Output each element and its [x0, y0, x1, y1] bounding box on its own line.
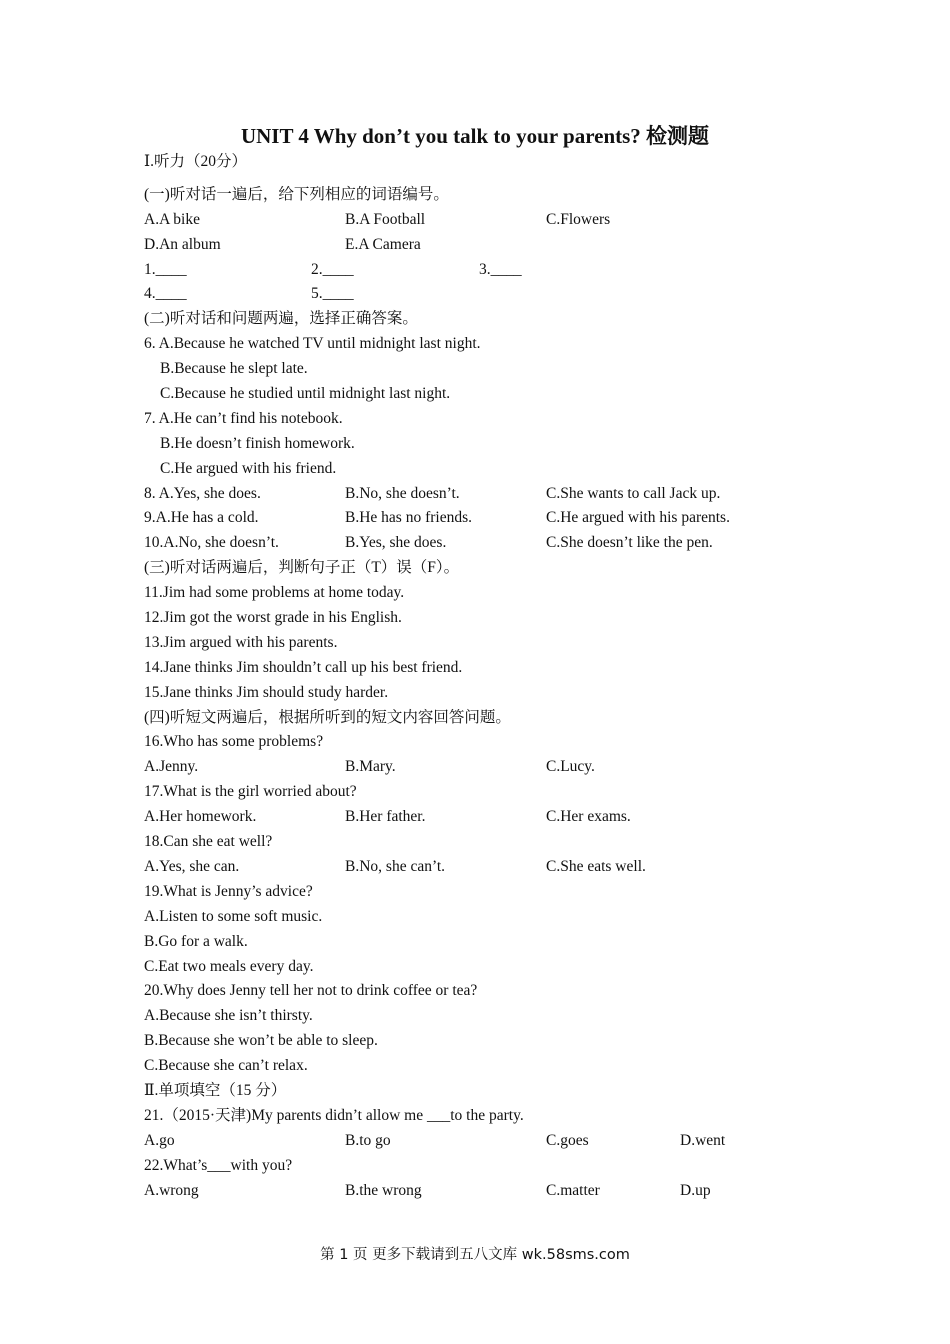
option-row [144, 855, 824, 880]
option-row [144, 1129, 824, 1154]
option: 10.A.No, she doesn’t. [144, 534, 279, 552]
statement: 15.Jane thinks Jim should study harder. [144, 683, 389, 701]
option: A.Jenny. [144, 758, 199, 776]
statement: 14.Jane thinks Jim shouldn’t call up his best friend. [144, 658, 463, 676]
part-heading: (四)听短文两遍后，根据所听到的短文内容回答问题。 [144, 708, 511, 726]
option: B.Yes, she does. [345, 534, 447, 552]
answer-blank: 1.____ [144, 260, 187, 278]
option: B.Her father. [345, 808, 426, 826]
option: B.No, she doesn’t. [345, 484, 460, 502]
question: 20.Why does Jenny tell her not to drink coffee or tea? [144, 982, 478, 1000]
blank-row [144, 282, 824, 307]
option-row [144, 482, 824, 507]
option: C.He argued with his parents. [546, 509, 730, 527]
option-row [144, 531, 824, 556]
option: B.Mary. [345, 758, 396, 776]
page-footer: 第 1 页 更多下载请到五八文库 wk.58sms.com [320, 1247, 630, 1263]
answer-blank: 4.____ [144, 285, 187, 303]
option-row [144, 506, 824, 531]
option: C.She doesn’t like the pen. [546, 534, 713, 552]
option: C.Flowers [546, 210, 611, 228]
answer-blank: 3.____ [479, 260, 522, 278]
option: B.Because she won’t be able to sleep. [144, 1032, 378, 1050]
option: A.wrong [144, 1181, 199, 1199]
option: B.A Football [345, 210, 426, 228]
option: A.A bike [144, 210, 200, 228]
option: A.Listen to some soft music. [144, 907, 323, 925]
answer-blank: 5.____ [311, 285, 354, 303]
option: D.went [680, 1131, 726, 1149]
question: 17.What is the girl worried about? [144, 783, 357, 801]
option-row [144, 755, 824, 780]
question: 18.Can she eat well? [144, 833, 273, 851]
option: C.Because he studied until midnight last night. [160, 385, 451, 403]
question: 6. A.Because he watched TV until midnight last night. [144, 335, 481, 353]
option: E.A Camera [345, 235, 421, 253]
question: 21.（2015·天津)My parents didn’t allow me ___to the party. [144, 1106, 524, 1124]
option: 9.A.He has a cold. [144, 509, 259, 527]
option: C.He argued with his friend. [160, 459, 337, 477]
option: A.Because she isn’t thirsty. [144, 1007, 313, 1025]
question: 19.What is Jenny’s advice? [144, 882, 313, 900]
statement: 11.Jim had some problems at home today. [144, 584, 405, 602]
option-row [144, 233, 824, 258]
question: 22.What’s___with you? [144, 1156, 293, 1174]
question: 16.Who has some problems? [144, 733, 324, 751]
blank-row [144, 258, 824, 283]
option-row [144, 208, 824, 233]
option: B.He has no friends. [345, 509, 472, 527]
option: B.No, she can’t. [345, 857, 446, 875]
section-heading: Ⅰ.听力（20分） [144, 153, 247, 170]
option: C.goes [546, 1131, 589, 1149]
option: C.She wants to call Jack up. [546, 484, 721, 502]
section-heading: Ⅱ.单项填空（15 分） [144, 1081, 287, 1099]
option: C.Her exams. [546, 808, 631, 826]
option: B.the wrong [345, 1181, 422, 1199]
option: A.go [144, 1131, 175, 1149]
option: B.He doesn’t finish homework. [160, 434, 355, 452]
option: B.to go [345, 1131, 391, 1149]
option: B.Go for a walk. [144, 932, 248, 950]
statement: 12.Jim got the worst grade in his English. [144, 609, 402, 627]
option: C.matter [546, 1181, 600, 1199]
option: A.Her homework. [144, 808, 257, 826]
option: A.Yes, she can. [144, 857, 240, 875]
option: D.An album [144, 235, 221, 253]
part-heading: (一)听对话一遍后，给下列相应的词语编号。 [144, 185, 449, 203]
answer-blank: 2.____ [311, 260, 354, 278]
option: C.She eats well. [546, 857, 646, 875]
option: D.up [680, 1181, 711, 1199]
exam-content [144, 150, 824, 1203]
question: 7. A.He can’t find his notebook. [144, 409, 343, 427]
option: C.Because she can’t relax. [144, 1057, 308, 1075]
page-title: UNIT 4 Why don’t you talk to your parents? 检测题 [240, 124, 710, 148]
option-row [144, 1179, 824, 1204]
statement: 13.Jim argued with his parents. [144, 633, 338, 651]
part-heading: (二)听对话和问题两遍，选择正确答案。 [144, 310, 418, 328]
option: B.Because he slept late. [160, 360, 308, 378]
option: C.Lucy. [546, 758, 595, 776]
part-heading: (三)听对话两遍后，判断句子正（T）误（F）。 [144, 559, 460, 577]
option: 8. A.Yes, she does. [144, 484, 261, 502]
option-row [144, 805, 824, 830]
option: C.Eat two meals every day. [144, 957, 314, 975]
